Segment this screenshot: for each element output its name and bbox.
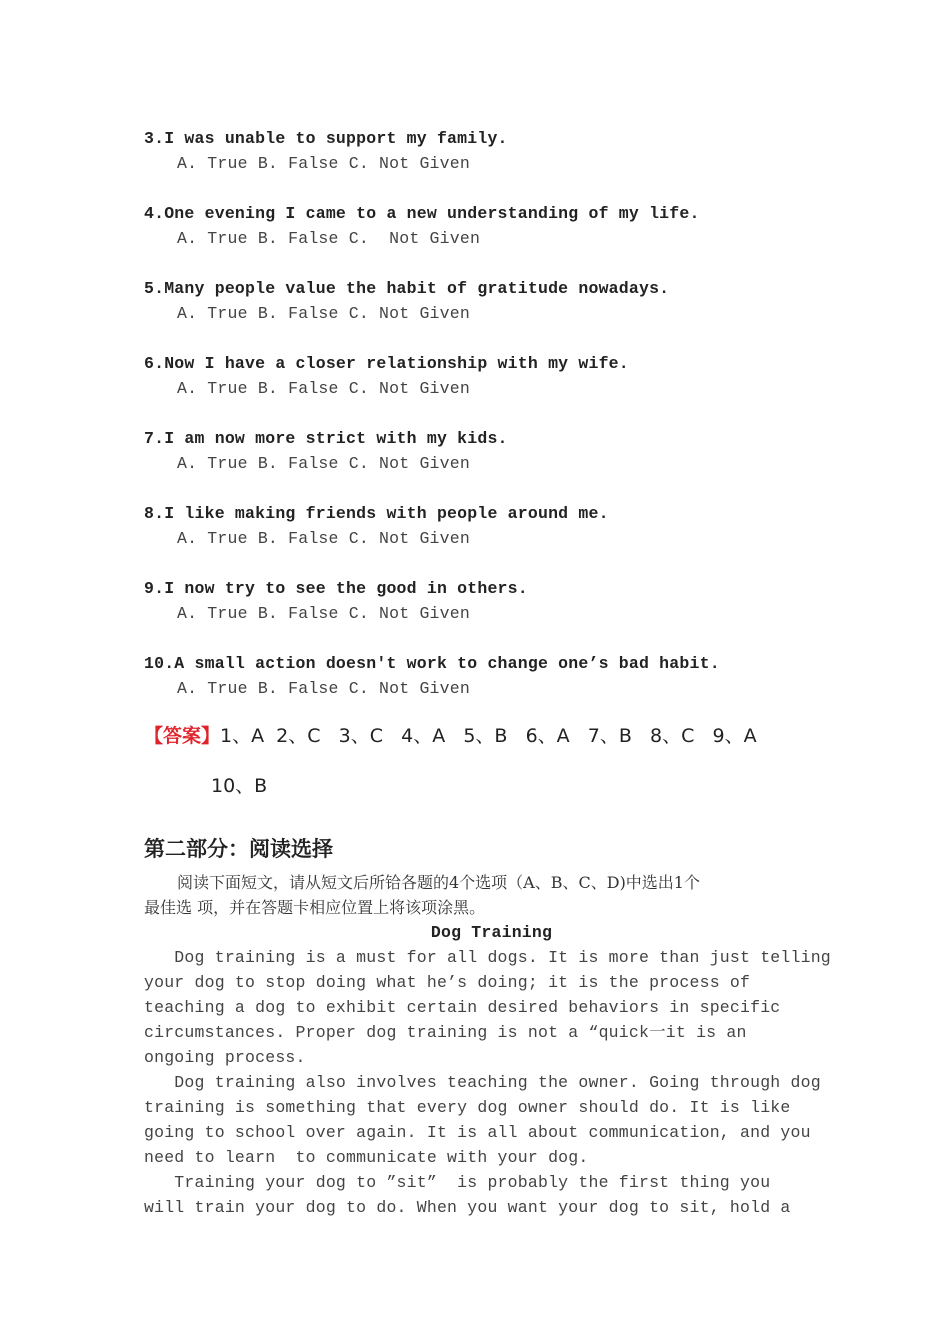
answer-line-1: 1、A 2、C 3、C 4、A 5、B 6、A 7、B 8、C 9、A [220,725,757,747]
question-text: 9.I now try to see the good in others. [144,579,528,598]
section-title: 第二部分：阅读选择 [144,837,333,861]
section-instruction [144,870,824,920]
instruction-line-2: 最佳选 项，并在答题卡相应位置上将该项涂黑。 [144,898,486,917]
question-options: A. True B. False C. Not Given [177,529,470,548]
document-page [144,126,831,1220]
question-text: 8.I like making friends with people around me. [144,504,609,523]
passage-title: Dog Training [430,923,553,942]
passage-line: Dog training also involves teaching the owner. Going through dog [144,1073,821,1092]
question-text: 7.I am now more strict with my kids. [144,429,508,448]
instruction-line-1: 阅读下面短文，请从短文后所铪各题的4个选项（A、B、C、D)中选出1个 [177,873,700,892]
question-options: A. True B. False C. Not Given [177,229,481,248]
passage-line: your dog to stop doing what he’s doing; it is the process of [144,973,751,992]
passage-line: Training your dog to ”sit” is probably the first thing you [144,1173,771,1192]
question-9 [144,576,824,626]
question-3 [144,126,824,176]
answer-tag: 【答案】 [144,725,221,747]
question-8 [144,501,824,551]
question-text: 6.Now I have a closer relationship with my wife. [144,354,629,373]
passage-line: circumstances. Proper dog training is not a “quick一it is an [144,1023,747,1042]
question-options: A. True B. False C. Not Given [177,379,470,398]
passage-line: going to school over again. It is all about communication, and you [144,1123,811,1142]
passage-line: teaching a dog to exhibit certain desired behaviors in specific [144,998,781,1017]
question-options: A. True B. False C. Not Given [177,454,470,473]
question-7 [144,426,824,476]
question-10 [144,651,824,701]
question-6 [144,351,824,401]
question-options: A. True B. False C. Not Given [177,154,470,173]
passage-line: ongoing process. [144,1048,306,1067]
answer-row-1 [144,711,824,761]
passage-line: training is something that every dog owner should do. It is like [144,1098,791,1117]
question-text: 5.Many people value the habit of gratitude nowadays. [144,279,670,298]
question-5 [144,276,824,326]
passage-line: need to learn to communicate with your dog. [144,1148,589,1167]
answer-key [144,711,824,811]
reading-passage [144,920,831,1220]
answer-line-2: 10、B [211,775,268,797]
question-4 [144,201,824,251]
question-text: 3.I was unable to support my family. [144,129,508,148]
question-text: 4.One evening I came to a new understanding of my life. [144,204,700,223]
question-options: A. True B. False C. Not Given [177,604,470,623]
passage-line: will train your dog to do. When you want your dog to sit, hold a [144,1198,791,1217]
passage-line: Dog training is a must for all dogs. It is more than just telling [144,948,831,967]
question-text: 10.A small action doesn't work to change one’s bad habit. [144,654,720,673]
question-options: A. True B. False C. Not Given [177,679,470,698]
question-options: A. True B. False C. Not Given [177,304,470,323]
question-list [144,126,824,701]
